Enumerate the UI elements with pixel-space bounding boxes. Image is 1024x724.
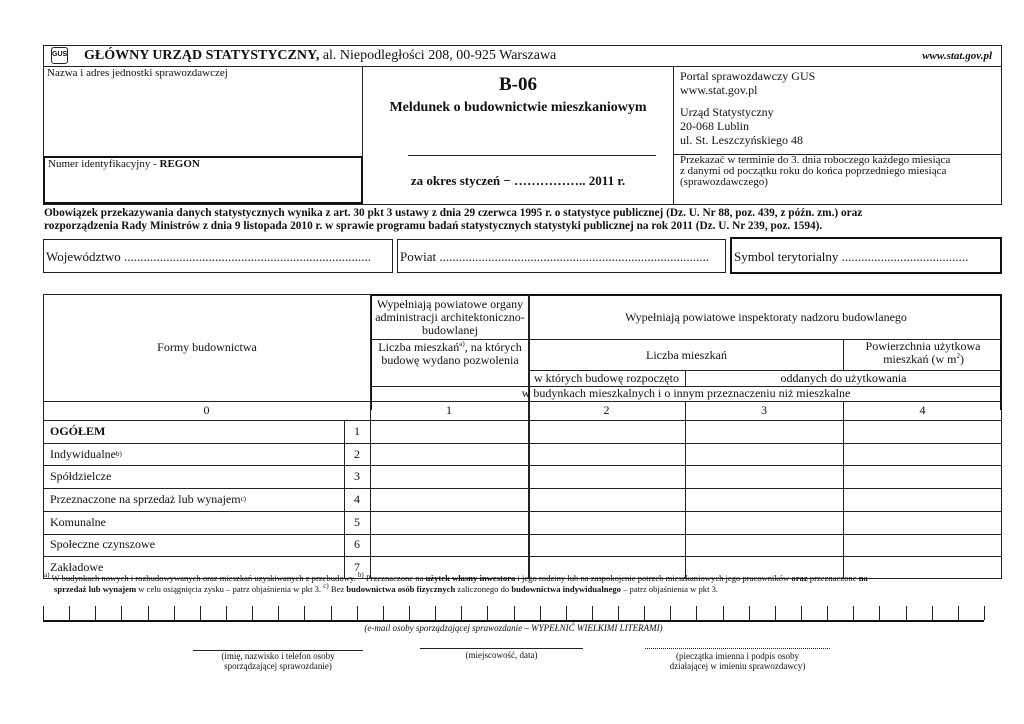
- deadline-line-3: (sprawozdawczego): [680, 176, 768, 188]
- deadline-line-1: Przekazać w terminie do 3. dnia roboczego każdego miesiąca: [680, 154, 951, 166]
- col-number-0: 0: [203, 403, 210, 417]
- col0-header: Formy budownictwa: [157, 340, 257, 354]
- data-cell-col1[interactable]: [370, 511, 528, 534]
- row-label-text: Przeznaczone na sprzedaż lub wynajem: [50, 491, 241, 506]
- email-comb-tick: [121, 606, 122, 620]
- area-close: ): [960, 352, 964, 366]
- email-comb-tick: [200, 606, 201, 620]
- liczba-header: Liczba mieszkań: [646, 347, 727, 362]
- data-cell-col2[interactable]: [528, 511, 685, 534]
- table-row-label: Przeznaczone na sprzedaż lub wynajem c): [50, 491, 247, 506]
- email-comb-tick: [670, 606, 671, 620]
- email-comb-tick: [69, 606, 70, 620]
- org-address: al. Niepodległości 208, 00-925 Warszawa: [322, 48, 557, 63]
- footnote-line2-bold: sprzedaż lub wynajem: [54, 584, 137, 594]
- table-row-label: Indywidualne b): [50, 446, 122, 461]
- email-comb-tick: [357, 606, 358, 620]
- footnote-b-bold-1: użytek własny inwestora: [425, 573, 516, 583]
- data-cell-col3[interactable]: [685, 420, 843, 443]
- data-cell-col4[interactable]: [843, 443, 1002, 466]
- email-comb-tick: [435, 606, 436, 620]
- email-comb-tick: [174, 606, 175, 620]
- data-cell-col3[interactable]: [685, 534, 843, 557]
- email-comb-tick: [775, 606, 776, 620]
- email-comb-tick: [958, 606, 959, 620]
- area-header-line-1: Powierzchnia użytkowa: [865, 339, 981, 353]
- inspect-header: Wypełniają powiatowe inspektoraty nadzoru budowlanego: [625, 310, 907, 324]
- regon-label-prefix: Numer identyfikacyjny -: [48, 158, 160, 170]
- footnote-b-bold-2: oraz: [791, 573, 808, 583]
- data-cell-col2[interactable]: [528, 488, 685, 511]
- row-number: 7: [354, 560, 360, 575]
- table-row-label: [50, 511, 340, 534]
- data-cell-col1[interactable]: [370, 443, 528, 466]
- stamp-caption: [645, 651, 830, 671]
- legal-line-1: Obowiązek przekazywania danych statystycznych wynika z art. 30 pkt 3 ustawy z dnia 29 czerwca 1995 r. o statystyce publicznej (Dz. U. Nr 88, poz. 439, z późn. zm.) oraz: [44, 207, 863, 219]
- footnote-a-text: W budynkach nowych i rozbudowywanych oraz mieszkań uzyskiwanych z przebudowy.: [49, 573, 358, 583]
- email-comb-tick: [932, 606, 933, 620]
- footnote-b-text-3: przeznaczone: [807, 573, 859, 583]
- col-number-2: 2: [603, 403, 610, 417]
- data-cell-col4[interactable]: [843, 420, 1002, 443]
- data-cell-col1[interactable]: [370, 420, 528, 443]
- email-comb-tick: [723, 606, 724, 620]
- col1-header: [372, 340, 528, 386]
- email-comb-tick: [409, 606, 410, 620]
- data-cell-col1[interactable]: [370, 465, 528, 488]
- col-number-4: 4: [919, 403, 926, 417]
- area-header: [844, 340, 1002, 366]
- email-comb-tick: [566, 606, 567, 620]
- admin-header: Wypełniają powiatowe organy administracji architektoniczno-budowlanej: [375, 297, 525, 337]
- data-cell-col3[interactable]: [685, 488, 843, 511]
- email-comb-tick: [383, 606, 384, 620]
- footnote-line2-text-4: – patrz objaśnienia w pkt 3.: [620, 584, 719, 594]
- email-comb-tick: [879, 606, 880, 620]
- footnote-line-1: [44, 573, 994, 584]
- data-cell-col4[interactable]: [843, 511, 1002, 534]
- data-cell-col3[interactable]: [685, 511, 843, 534]
- row-label-text: Komunalne: [50, 514, 106, 529]
- footnote-line-2: [44, 584, 994, 595]
- area-sup: 2: [956, 352, 960, 360]
- email-comb-tick: [461, 606, 462, 620]
- logo-text: GUS: [52, 51, 68, 58]
- unit-name-label: Nazwa i adres jednostki sprawozdawczej: [47, 67, 228, 79]
- row-label-text: Indywidualne: [50, 446, 116, 461]
- data-cell-col3[interactable]: [685, 465, 843, 488]
- email-comb-tick: [331, 606, 332, 620]
- row-label-text: OGÓŁEM: [50, 423, 106, 438]
- data-cell-col4[interactable]: [843, 465, 1002, 488]
- email-comb-tick: [801, 606, 802, 620]
- data-cell-col1[interactable]: [370, 488, 528, 511]
- footnote-line2-text-3: zaliczonego do: [455, 584, 512, 594]
- email-comb-tick: [148, 606, 149, 620]
- data-cell-col4[interactable]: [843, 488, 1002, 511]
- data-cell-col2[interactable]: [528, 443, 685, 466]
- started-header: w których budowę rozpoczęto: [534, 370, 679, 385]
- table-row-label: [50, 534, 340, 557]
- email-comb-tick: [749, 606, 750, 620]
- gus-logo-icon: [51, 47, 68, 64]
- row-number: 3: [354, 469, 360, 484]
- footnote-b-bold-3: na: [858, 573, 868, 583]
- footnote-line2-bold-3: budownictwa indywidualnego: [511, 584, 621, 594]
- email-comb-tick: [252, 606, 253, 620]
- email-comb-tick: [540, 606, 541, 620]
- wojewodztwo-label: Województwo ............................................................................: [46, 249, 372, 264]
- email-caption: (e-mail osoby sporządzającej sprawozdanie – WYPEŁNIĆ WIELKIMI LITERAMI): [364, 623, 663, 633]
- portal-info: [680, 69, 815, 147]
- email-comb-tick: [278, 606, 279, 620]
- portal-line-2: www.stat.gov.pl: [680, 83, 758, 97]
- col1-header-b: , na których budowę wydano pozwolenia: [381, 340, 522, 367]
- row-number: 5: [354, 514, 360, 529]
- office-line-2: 20-068 Lublin: [680, 119, 749, 133]
- data-cell-col1[interactable]: [370, 534, 528, 557]
- powiat-label: Powiat ...................................................................................: [400, 249, 710, 264]
- email-comb-tick: [304, 606, 305, 620]
- person-caption: [193, 651, 363, 671]
- col1-sup: a): [459, 340, 465, 348]
- person-caption-line-2: sporządzającej sprawozdanie): [224, 661, 332, 671]
- footnote-b-text-2: i jego rodziny lub na zaspokojenie potrzeb mieszkaniowych jego pracowników: [515, 573, 792, 583]
- reporting-period: za okres styczeń − …………….. 2011 r.: [410, 173, 626, 188]
- row-label-text: Spółdzielcze: [50, 469, 112, 484]
- footnote-line2-bold-2: budownictwa osób fizycznych: [346, 584, 456, 594]
- email-comb-tick: [592, 606, 593, 620]
- person-caption-line-1: (imię, nazwisko i telefon osoby: [221, 651, 335, 661]
- data-cell-col3[interactable]: [685, 443, 843, 466]
- legal-basis: [44, 207, 982, 233]
- place-date-caption: (miejscowość, data): [465, 650, 538, 660]
- email-comb-tick: [853, 606, 854, 620]
- email-comb-tick: [618, 606, 619, 620]
- legal-line-2: rozporządzenia Rady Ministrów z dnia 9 listopada 2010 r. w sprawie programu badań statystycznych statystyki publicznej na rok 2011 (Dz. U. Nr 239, poz. 1594).: [44, 220, 823, 232]
- stamp-caption-line-1: (pieczątka imienna i podpis osoby: [676, 651, 799, 661]
- regon-label-bold: REGON: [159, 158, 200, 170]
- data-cell-col4[interactable]: [843, 534, 1002, 557]
- deadline-line-2: z danymi od początku roku do końca poprzedniego miesiąca: [680, 165, 947, 177]
- footnote-line2-text-1: w celu osiągnięcia zysku – patrz objaśnienia w pkt 3.: [136, 584, 324, 594]
- data-cell-col2[interactable]: [528, 534, 685, 557]
- data-cell-col2[interactable]: [528, 420, 685, 443]
- email-comb-tick: [487, 606, 488, 620]
- portal-line-1: Portal sprawozdawczy GUS: [680, 69, 816, 83]
- row-number: 2: [354, 446, 360, 461]
- form-title: Meldunek o budownictwie mieszkaniowym: [389, 100, 647, 115]
- office-line-1: Urząd Statystyczny: [680, 105, 774, 119]
- email-comb-tick: [644, 606, 645, 620]
- area-header-line-2: mieszkań (w m: [883, 352, 957, 366]
- completed-header: oddanych do użytkowania: [780, 370, 907, 385]
- email-comb-tick: [226, 606, 227, 620]
- row-label-text: Zakładowe: [50, 560, 104, 575]
- table-row-label: [50, 420, 340, 443]
- email-comb-tick: [696, 606, 697, 620]
- row-number: 4: [354, 491, 360, 506]
- symbol-label: Symbol terytorialny .......................................: [734, 249, 969, 264]
- email-comb-tick: [984, 606, 985, 620]
- footnote-b-mark: b): [357, 571, 364, 580]
- website: www.stat.gov.pl: [922, 50, 992, 62]
- email-comb-tick: [906, 606, 907, 620]
- footnotes: [44, 573, 994, 595]
- footnote-line2-text-2: Bez: [328, 584, 347, 594]
- col1-header-a: Liczba mieszkań: [378, 340, 460, 354]
- row-number: 6: [354, 537, 360, 552]
- stamp-caption-line-2: działającej w imieniu sprawozdawcy): [669, 661, 806, 671]
- regon-label: [48, 158, 200, 170]
- deadline-info: [680, 155, 950, 188]
- row-number: 1: [354, 423, 360, 438]
- row-label-text: Społeczne czynszowe: [50, 537, 155, 552]
- col-number-1: 1: [446, 403, 452, 417]
- header-org: [84, 48, 556, 64]
- col-number-3: 3: [761, 403, 767, 417]
- buildings-note: w budynkach mieszkalnych i o innym przeznaczeniu niż mieszkalne: [521, 386, 851, 400]
- email-comb-tick: [827, 606, 828, 620]
- office-line-3: ul. St. Leszczyńskiego 48: [680, 133, 803, 147]
- data-cell-col2[interactable]: [528, 465, 685, 488]
- footnote-b-text-1: Przeznaczone na: [363, 573, 426, 583]
- footnote-c-mark: c): [323, 582, 329, 591]
- email-comb-tick: [95, 606, 96, 620]
- table-row-label: [50, 465, 340, 488]
- email-comb-tick: [514, 606, 515, 620]
- email-comb-tick: [43, 606, 44, 620]
- footnote-a-mark: a): [44, 571, 50, 580]
- form-code: B-06: [499, 74, 537, 95]
- org-name: GŁÓWNY URZĄD STATYSTYCZNY,: [84, 48, 320, 63]
